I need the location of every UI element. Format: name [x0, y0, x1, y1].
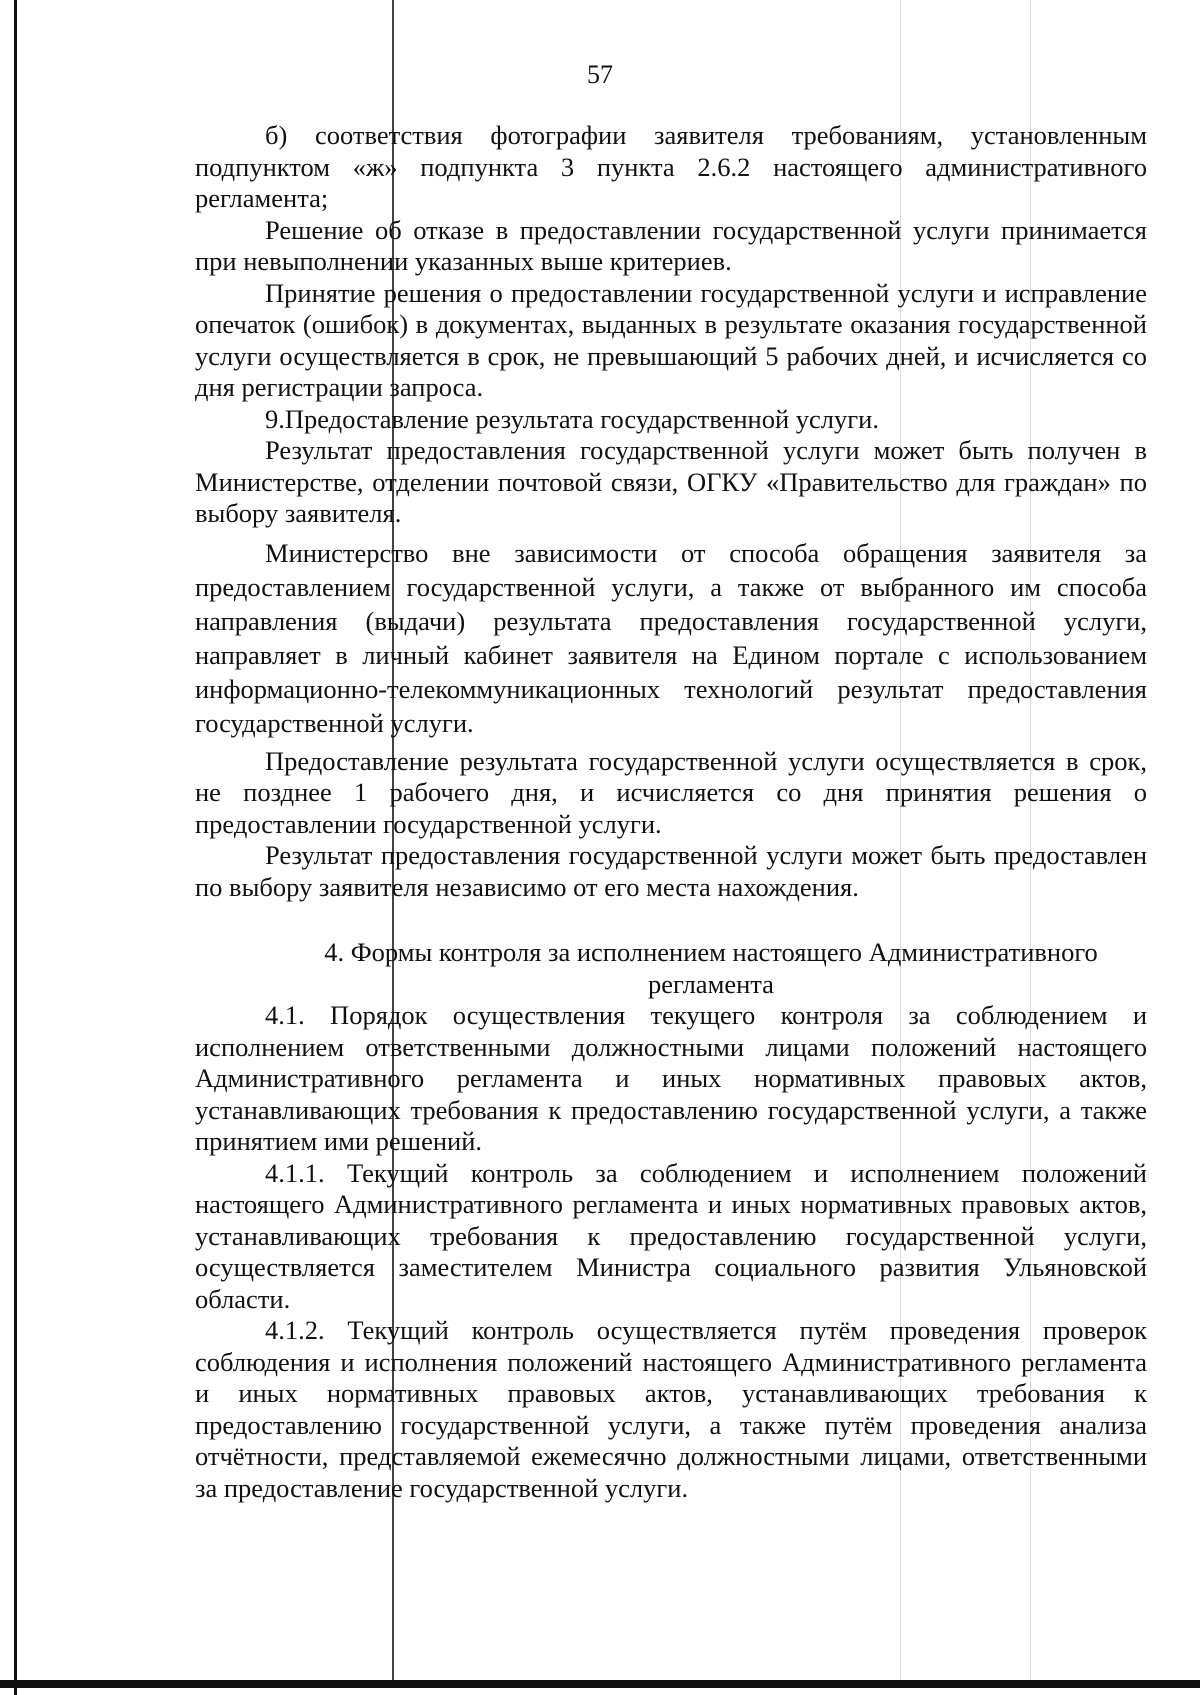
paragraph: Министерство вне зависимости от способа обращения заявителя за предоставлением государственной услуги, а также от выбранного им способа направления (выдачи) результата предоставления государственной услуги, направляет в личный кабинет заявителя на Едином портале с использованием информационно-телекоммуникационных технологий результат предоставления государственной услуги.: [195, 537, 1147, 738]
scan-edge-bottom: [0, 1680, 1200, 1688]
paragraph: 4.1. Порядок осуществления текущего контроля за соблюдением и исполнением ответственными должностными лицами положений настоящего Административного регламента и иных нормативных правовых актов, устанавливающих требования к предоставлению государственной услуги, а также принятием ими решений.: [195, 1000, 1147, 1156]
scan-edge-left: [14, 0, 17, 1695]
paragraph: б) соответствия фотографии заявителя требованиям, установленным подпунктом «ж» подпункта 3 пункта 2.6.2 настоящего административного регламента;: [195, 120, 1147, 213]
paragraph: Принятие решения о предоставлении государственной услуги и исправление опечаток (ошибок) в документах, выданных в результате оказания государственной услуги осуществляется в срок, не превышающий 5 рабочих дней, и исчисляется со дня регистрации запроса.: [195, 277, 1147, 402]
paragraph: Решение об отказе в предоставлении государственной услуги принимается при невыполнении указанных выше критериев.: [195, 214, 1147, 276]
section-heading: 4. Формы контроля за исполнением настоящего Административного регламента: [324, 937, 1098, 999]
paragraph: Результат предоставления государственной услуги может быть получен в Министерстве, отделении почтовой связи, ОГКУ «Правительство для граждан» по выбору заявителя.: [195, 435, 1147, 528]
paragraph: Результат предоставления государственной услуги может быть предоставлен по выбору заявителя независимо от его места нахождения.: [195, 840, 1147, 902]
paragraph: 4.1.2. Текущий контроль осуществляется путём проведения проверок соблюдения и исполнения положений настоящего Административного регламента и иных нормативных правовых актов, устанавливающих требования к предоставлению государственной услуги, а также путём проведения анализа отчётности, представляемой ежемесячно должностными лицами, ответственными за предоставление государственной услуги.: [195, 1315, 1147, 1503]
document-body: [195, 120, 1147, 1504]
paragraph: Предоставление результата государственной услуги осуществляется в срок, не позднее 1 рабочего дня, и исчисляется со дня принятия решения о предоставлении государственной услуги.: [195, 745, 1147, 839]
paragraph: 9.Предоставление результата государственной услуги.: [265, 403, 879, 434]
section-gap: [195, 903, 1147, 937]
paragraph: 4.1.1. Текущий контроль за соблюдением и исполнением положений настоящего Административного регламента и иных нормативных правовых актов, устанавливающих требования к предоставлению государственной услуги, осуществляется заместителем Министра социального развития Ульяновской области.: [195, 1157, 1147, 1314]
page-number: 57: [587, 60, 613, 89]
